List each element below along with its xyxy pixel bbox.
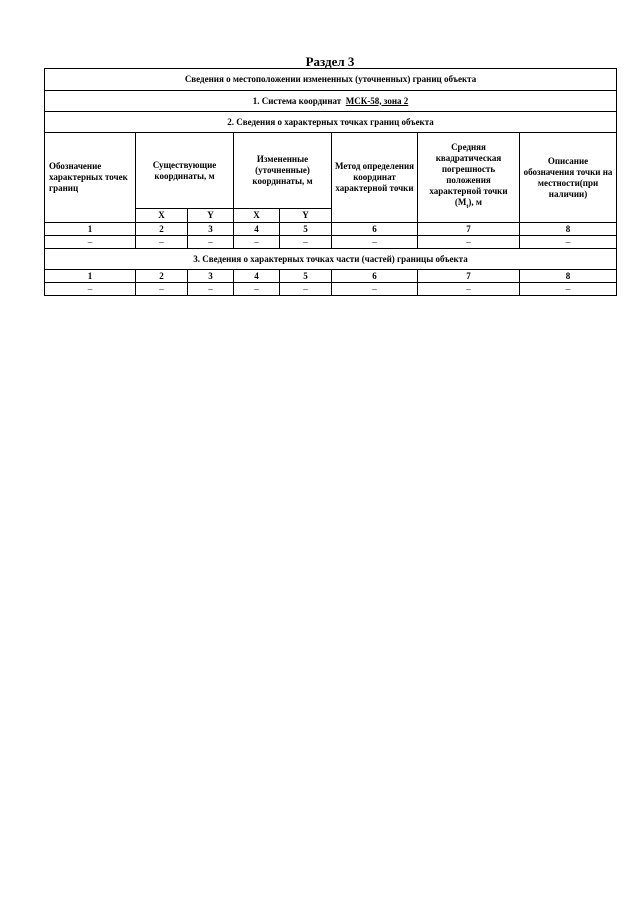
coord-system-row <box>45 91 617 112</box>
column-number: 7 <box>418 223 520 236</box>
header-updated-y: Y <box>280 209 332 223</box>
section-title: Раздел 3 <box>305 54 355 69</box>
table-cell: – <box>332 283 418 296</box>
table-row <box>45 283 617 296</box>
table-cell: – <box>188 236 234 249</box>
column-number: 5 <box>280 270 332 283</box>
table-cell: – <box>418 236 520 249</box>
column-number: 6 <box>332 270 418 283</box>
column-number: 6 <box>332 223 418 236</box>
table-row <box>45 236 617 249</box>
header-method: Метод определения координат характерной точки <box>332 133 418 223</box>
table-cell: – <box>280 283 332 296</box>
header-error-unit: ), м <box>468 197 483 208</box>
header-updated-coords: Измененные (уточненные) координаты, м <box>234 133 332 209</box>
table-cell: – <box>520 283 617 296</box>
table-cell: – <box>418 283 520 296</box>
header-error <box>418 133 520 223</box>
table-cell: – <box>280 236 332 249</box>
header-error-text: Средняя квадратическая погрешность положения характерной точки (M <box>429 142 508 208</box>
column-number: 2 <box>136 270 188 283</box>
header-error-subscript: t <box>466 203 469 210</box>
column-number: 1 <box>45 223 136 236</box>
column-number: 3 <box>188 223 234 236</box>
points-section-title: 2. Сведения о характерных точках границ объекта <box>45 112 617 133</box>
table-cell: – <box>188 283 234 296</box>
header-updated-x: X <box>234 209 280 223</box>
header-existing-coords: Существующие координаты, м <box>136 133 234 209</box>
column-number: 4 <box>234 223 280 236</box>
table-cell: – <box>45 283 136 296</box>
column-number: 7 <box>418 270 520 283</box>
header-existing-y: Y <box>188 209 234 223</box>
table-cell: – <box>45 236 136 249</box>
column-numbers-row <box>45 223 617 236</box>
header-point-designation: Обозначение характерных точек границ <box>45 133 136 223</box>
coord-system-value: МСК-58, зона 2 <box>345 95 409 106</box>
column-number: 1 <box>45 270 136 283</box>
column-number: 4 <box>234 270 280 283</box>
table-cell: – <box>234 283 280 296</box>
header-existing-x: X <box>136 209 188 223</box>
part-section-title: 3. Сведения о характерных точках части (частей) границы объекта <box>45 249 617 270</box>
column-number: 8 <box>520 223 617 236</box>
column-number: 5 <box>280 223 332 236</box>
column-number: 3 <box>188 270 234 283</box>
column-number: 2 <box>136 223 188 236</box>
table-cell: – <box>136 236 188 249</box>
table-caption: Сведения о местоположении измененных (уточненных) границ объекта <box>45 69 617 91</box>
part-column-numbers-row <box>45 270 617 283</box>
boundary-table <box>44 68 617 296</box>
table-cell: – <box>332 236 418 249</box>
table-cell: – <box>136 283 188 296</box>
table-cell: – <box>234 236 280 249</box>
table-cell: – <box>520 236 617 249</box>
header-description: Описание обозначения точки на местности(при наличии) <box>520 133 617 223</box>
coord-system-label: 1. Система координат <box>252 95 342 106</box>
column-number: 8 <box>520 270 617 283</box>
